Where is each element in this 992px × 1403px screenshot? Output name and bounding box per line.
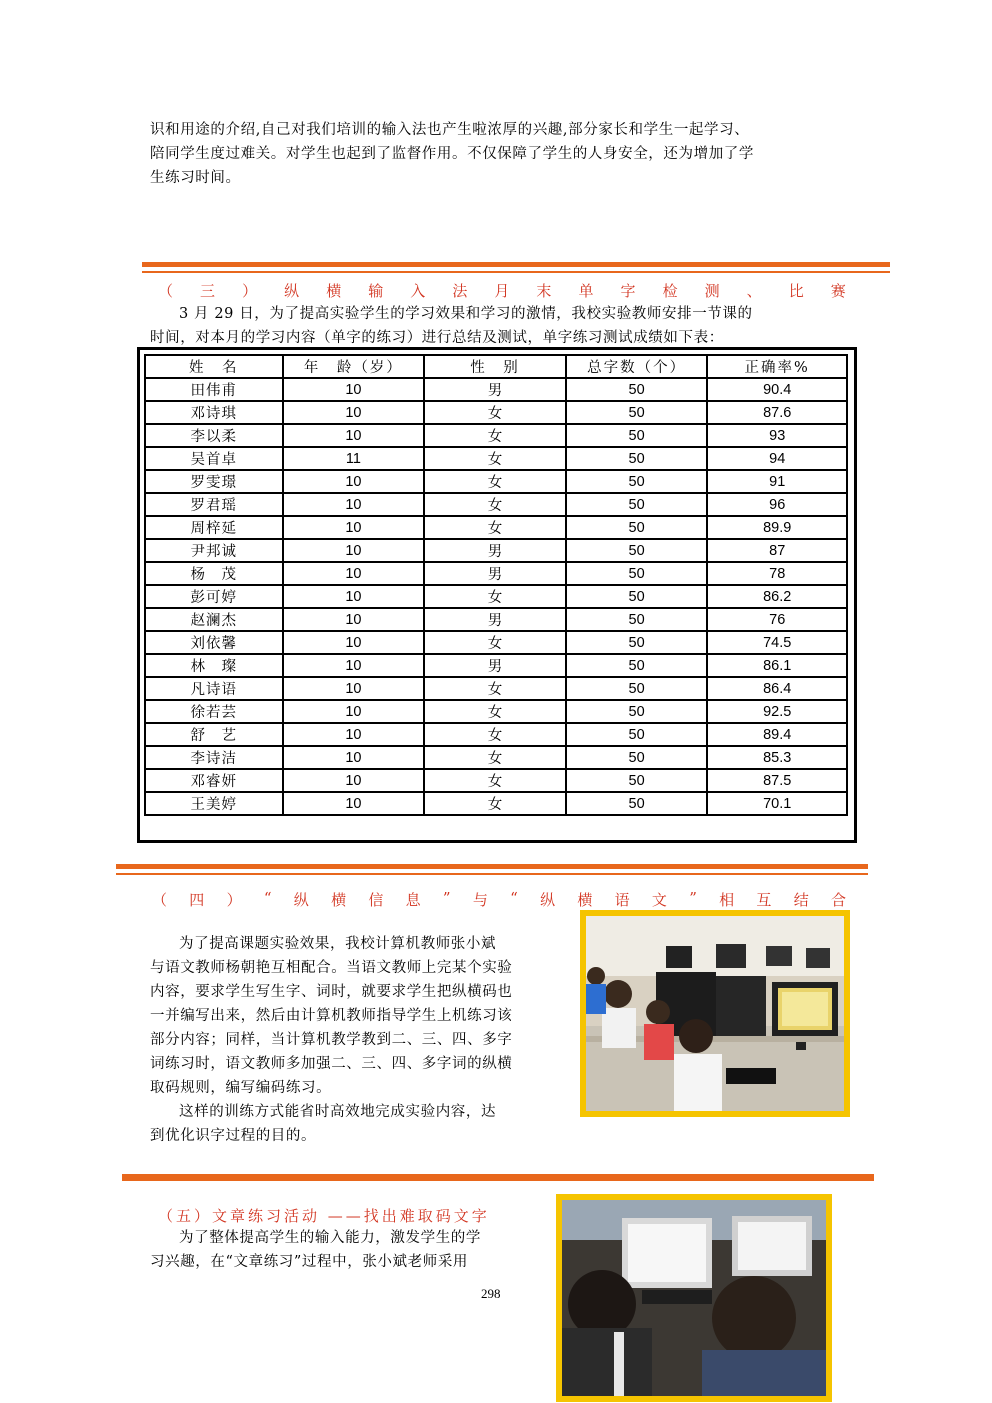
table-cell: 50 (566, 585, 708, 608)
table-cell: 76 (707, 608, 847, 631)
table-cell: 90.4 (707, 378, 847, 401)
table-cell: 10 (283, 631, 425, 654)
table-cell: 10 (283, 608, 425, 631)
heading-char: 文 (651, 891, 667, 909)
table-cell: 89.4 (707, 723, 847, 746)
table-cell: 50 (566, 700, 708, 723)
heading-char: 三 (200, 282, 216, 300)
table-cell: 10 (283, 539, 425, 562)
section4-line: 词练习时，语文教师多加强二、三、四、多字词的纵横 (150, 1056, 513, 1072)
heading-char: 检 (662, 282, 678, 300)
table-cell: 11 (283, 447, 425, 470)
table-cell: 杨 茂 (145, 562, 283, 585)
table-cell: 86.2 (707, 585, 847, 608)
table-row (145, 447, 847, 470)
intro-line: 陪同学生度过难关。对学生也起到了监督作用。不仅保障了学生的人身安全，还为增加了学 (150, 146, 754, 162)
table-row (145, 723, 847, 746)
table-cell: 舒 艺 (145, 723, 283, 746)
table-cell: 50 (566, 539, 708, 562)
heading-char: ” (442, 889, 451, 907)
table-row (145, 585, 847, 608)
table-cell: 70.1 (707, 792, 847, 815)
table-cell: 10 (283, 585, 425, 608)
heading-char: 四 (189, 891, 205, 909)
section3-paragraph (150, 302, 850, 350)
heading-char: “ (263, 889, 272, 907)
heading-char: 测 (704, 282, 720, 300)
table-cell: 50 (566, 447, 708, 470)
table-row (145, 631, 847, 654)
table-cell: 86.4 (707, 677, 847, 700)
table-cell: 93 (707, 424, 847, 447)
section3-heading (158, 280, 846, 301)
section4-line: 到优化识字过程的目的。 (150, 1128, 317, 1144)
table-row (145, 516, 847, 539)
table-row (145, 470, 847, 493)
table-cell: 85.3 (707, 746, 847, 769)
table-cell: 10 (283, 677, 425, 700)
section4-rule-thick (116, 864, 868, 869)
page-number: 298 (481, 1286, 501, 1301)
section4-line: 一并编写出来，然后由计算机教师指导学生上机练习该 (150, 1008, 513, 1024)
computer-lab-photo (580, 910, 850, 1117)
table-cell: 92.5 (707, 700, 847, 723)
table-cell: 50 (566, 401, 708, 424)
table-cell: 女 (424, 447, 566, 470)
table-cell: 女 (424, 493, 566, 516)
table-cell: 50 (566, 424, 708, 447)
table-cell: 50 (566, 723, 708, 746)
computer-lab-illustration (586, 916, 844, 1111)
heading-char: 与 (472, 891, 488, 909)
table-header-cell: 年 龄（岁） (283, 355, 425, 378)
intro-line: 识和用途的介绍,自己对我们培训的输入法也产生啦浓厚的兴趣,部分家长和学生一起学习、 (150, 122, 750, 138)
heading-char: ） (242, 282, 258, 300)
table-cell: 罗雯璟 (145, 470, 283, 493)
section3-rule-thin (142, 271, 890, 273)
table-row (145, 608, 847, 631)
table-cell: 50 (566, 631, 708, 654)
heading-char: 赛 (830, 282, 846, 300)
heading-char: 横 (326, 282, 342, 300)
table-cell: 李以柔 (145, 424, 283, 447)
grades-table-frame (137, 347, 857, 843)
heading-char: 月 (494, 282, 510, 300)
intro-paragraph (150, 118, 850, 190)
heading-char: 输 (368, 282, 384, 300)
section5-line: 习兴趣，在“文章练习”过程中，张小斌老师采用 (150, 1254, 469, 1270)
heading-char: 合 (830, 891, 846, 909)
table-cell: 78 (707, 562, 847, 585)
intro-line: 生练习时间。 (150, 170, 241, 186)
heading-char: ） (226, 891, 242, 909)
table-cell: 女 (424, 792, 566, 815)
table-cell: 王美婷 (145, 792, 283, 815)
table-cell: 女 (424, 516, 566, 539)
table-cell: 女 (424, 677, 566, 700)
table-cell: 94 (707, 447, 847, 470)
table-row (145, 700, 847, 723)
table-cell: 10 (283, 378, 425, 401)
section5-line: 为了整体提高学生的输入能力，激发学生的学 (179, 1230, 481, 1246)
table-cell: 87 (707, 539, 847, 562)
table-row (145, 677, 847, 700)
section4-rule-thin (116, 873, 868, 875)
table-cell: 50 (566, 470, 708, 493)
table-row (145, 493, 847, 516)
table-cell: 男 (424, 562, 566, 585)
table-cell: 74.5 (707, 631, 847, 654)
table-cell: 吴首卓 (145, 447, 283, 470)
heading-char: 纵 (284, 282, 300, 300)
heading-char: 字 (620, 282, 636, 300)
table-cell: 女 (424, 424, 566, 447)
table-cell: 林 璨 (145, 654, 283, 677)
heading-char: 纵 (293, 891, 309, 909)
section4-line: 为了提高课题实验效果，我校计算机教师张小斌 (179, 936, 497, 952)
table-cell: 86.1 (707, 654, 847, 677)
heading-char: （ (158, 282, 174, 300)
section4-paragraph (150, 932, 566, 1148)
table-row (145, 401, 847, 424)
heading-char: 单 (578, 282, 594, 300)
table-cell: 91 (707, 470, 847, 493)
table-cell: 10 (283, 516, 425, 539)
table-cell: 女 (424, 401, 566, 424)
heading-char: 纵 (540, 891, 556, 909)
table-cell: 女 (424, 470, 566, 493)
heading-char: 法 (452, 282, 468, 300)
heading-char: 末 (536, 282, 552, 300)
section3-line: 时间，对本月的学习内容（单字的练习）进行总结及测试，单字练习测试成绩如下表： (150, 330, 724, 346)
table-cell: 刘依馨 (145, 631, 283, 654)
table-cell: 女 (424, 700, 566, 723)
table-row (145, 746, 847, 769)
table-cell: 50 (566, 677, 708, 700)
table-cell: 10 (283, 769, 425, 792)
table-row (145, 769, 847, 792)
table-cell: 邓睿妍 (145, 769, 283, 792)
table-cell: 女 (424, 631, 566, 654)
heading-char: 横 (331, 891, 347, 909)
section4-line: 这样的训练方式能省时高效地完成实验内容，达 (179, 1104, 497, 1120)
heading-char: 、 (746, 282, 762, 300)
table-cell: 赵澜杰 (145, 608, 283, 631)
grades-table (144, 354, 848, 816)
heading-char: 横 (577, 891, 593, 909)
table-cell: 男 (424, 654, 566, 677)
table-cell: 男 (424, 539, 566, 562)
section5-rule (122, 1174, 874, 1181)
heading-char: 语 (614, 891, 630, 909)
table-cell: 女 (424, 746, 566, 769)
heading-char: 入 (410, 282, 426, 300)
table-header-cell: 总字数（个） (566, 355, 708, 378)
table-cell: 87.5 (707, 769, 847, 792)
table-header-cell: 正确率% (707, 355, 847, 378)
heading-char: “ (510, 889, 518, 907)
section3-line: 3 月 29 日，为了提高实验学生的学习效果和学习的激情，我校实验教师安排一节课的 (179, 306, 753, 322)
table-cell: 女 (424, 585, 566, 608)
table-row (145, 539, 847, 562)
heading-char: （ (152, 891, 168, 909)
table-cell: 50 (566, 769, 708, 792)
table-row (145, 654, 847, 677)
section4-line: 与语文教师杨朝艳互相配合。当语文教师上完某个实验 (150, 960, 513, 976)
table-cell: 徐若芸 (145, 700, 283, 723)
table-header-cell: 性 别 (424, 355, 566, 378)
table-cell: 50 (566, 746, 708, 769)
table-cell: 10 (283, 493, 425, 516)
table-cell: 87.6 (707, 401, 847, 424)
section4-line: 内容，要求学生写生字、词时，就要求学生把纵横码也 (150, 984, 513, 1000)
table-cell: 尹邦诚 (145, 539, 283, 562)
section4-line: 部分内容；同样，当计算机教学教到二、三、四、多字 (150, 1032, 513, 1048)
table-cell: 10 (283, 424, 425, 447)
table-cell: 10 (283, 654, 425, 677)
table-cell: 50 (566, 378, 708, 401)
table-cell: 邓诗琪 (145, 401, 283, 424)
table-cell: 女 (424, 769, 566, 792)
table-cell: 10 (283, 700, 425, 723)
students-computer-photo (556, 1194, 832, 1402)
table-row (145, 562, 847, 585)
table-cell: 10 (283, 401, 425, 424)
table-cell: 10 (283, 723, 425, 746)
table-cell: 男 (424, 608, 566, 631)
table-cell: 男 (424, 378, 566, 401)
table-cell: 89.9 (707, 516, 847, 539)
table-cell: 10 (283, 792, 425, 815)
table-cell: 凡诗语 (145, 677, 283, 700)
table-cell: 50 (566, 608, 708, 631)
section4-heading (152, 889, 846, 910)
table-cell: 50 (566, 792, 708, 815)
table-cell: 50 (566, 516, 708, 539)
table-cell: 田伟甫 (145, 378, 283, 401)
heading-char: 结 (793, 891, 809, 909)
table-cell: 96 (707, 493, 847, 516)
table-cell: 50 (566, 493, 708, 516)
table-cell: 50 (566, 562, 708, 585)
table-cell: 50 (566, 654, 708, 677)
table-row (145, 424, 847, 447)
table-cell: 李诗洁 (145, 746, 283, 769)
heading-char: 息 (405, 891, 421, 909)
table-cell: 10 (283, 470, 425, 493)
section4-line: 取码规则，编写编码练习。 (150, 1080, 332, 1096)
table-header-cell: 姓 名 (145, 355, 283, 378)
table-cell: 10 (283, 562, 425, 585)
heading-char: ” (689, 889, 697, 907)
table-row (145, 792, 847, 815)
table-cell: 周梓延 (145, 516, 283, 539)
heading-char: 互 (756, 891, 772, 909)
section3-rule-thick (142, 262, 890, 267)
students-illustration (562, 1200, 826, 1396)
table-header-row (145, 355, 847, 378)
table-cell: 彭可婷 (145, 585, 283, 608)
heading-char: 比 (788, 282, 804, 300)
heading-char: 信 (368, 891, 384, 909)
section5-paragraph (150, 1226, 550, 1274)
table-cell: 10 (283, 746, 425, 769)
table-cell: 罗君瑶 (145, 493, 283, 516)
heading-char: 相 (719, 891, 735, 909)
section5-heading: （五）文章练习活动 ——找出难取码文字 (158, 1207, 490, 1225)
table-cell: 女 (424, 723, 566, 746)
table-row (145, 378, 847, 401)
